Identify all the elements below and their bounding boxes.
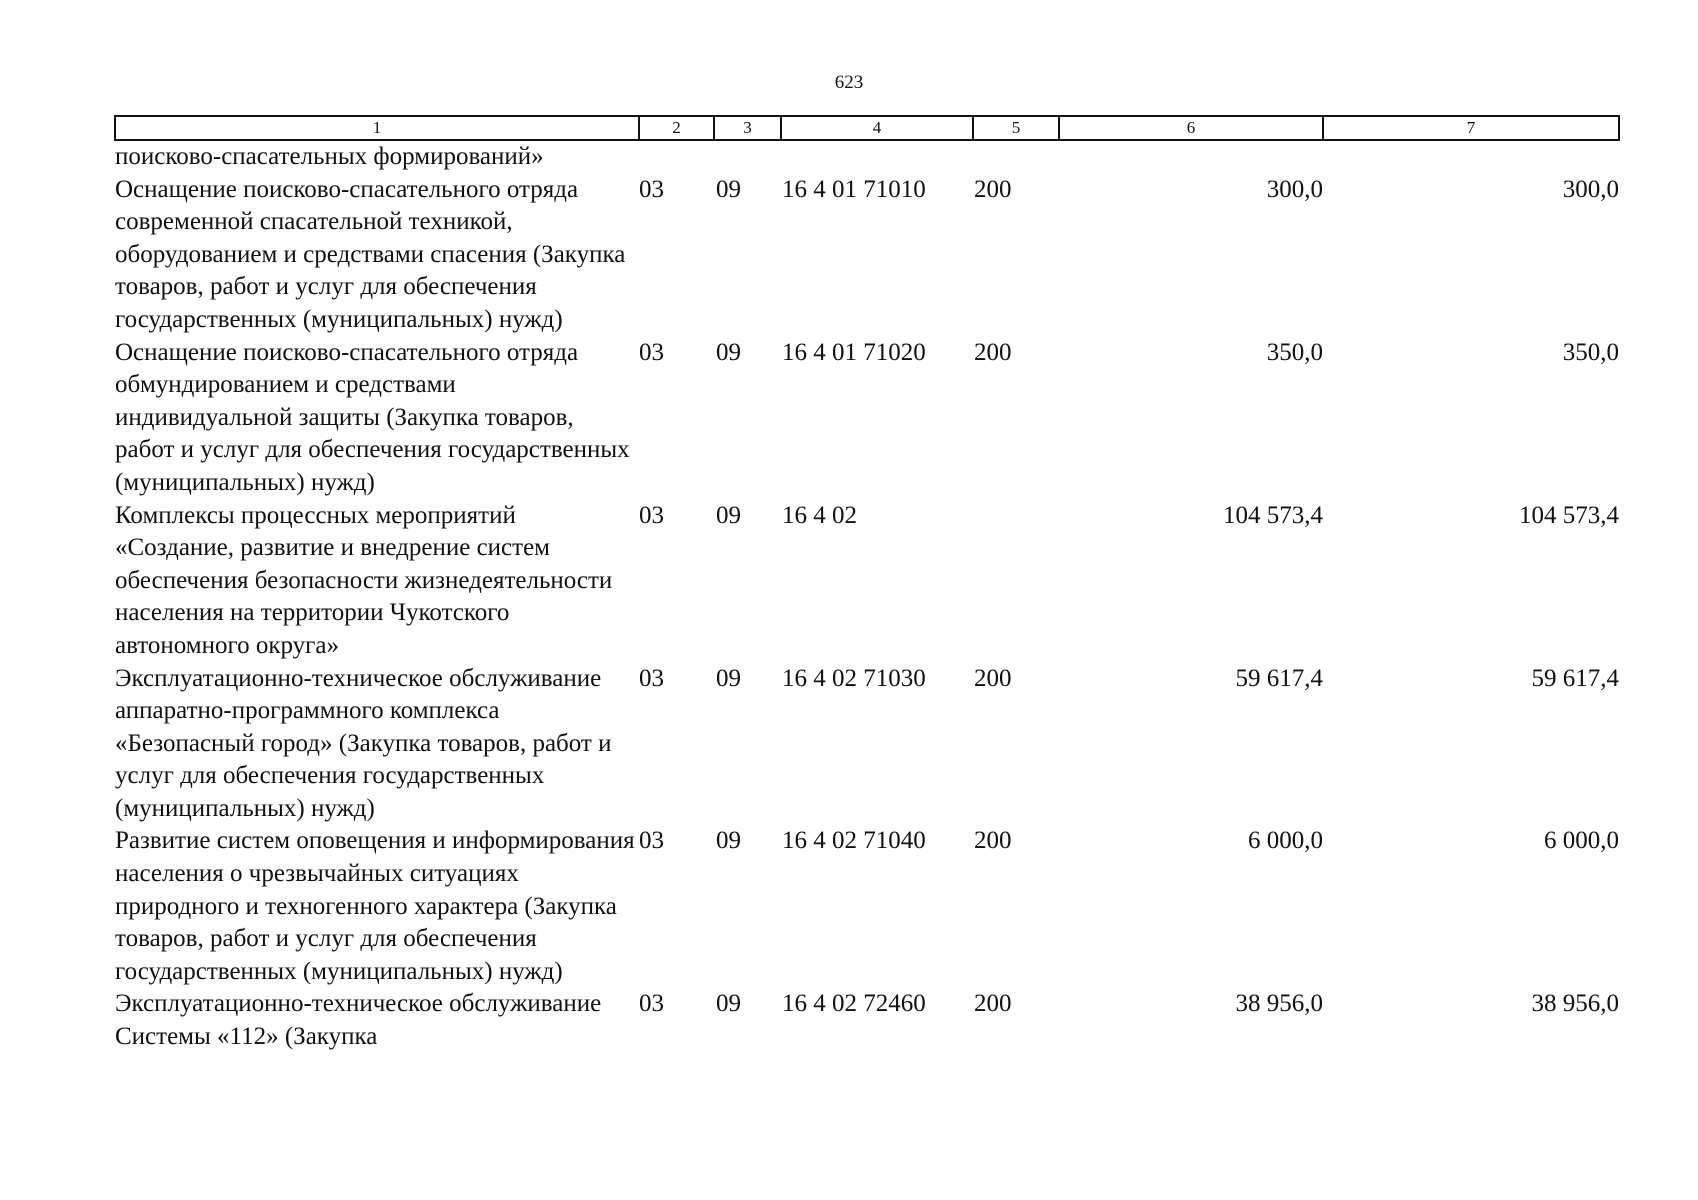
column-header-1: 1 [115,116,639,140]
row-subsection: 09 [716,827,741,855]
row-section: 03 [639,501,664,529]
row-sum-1 [1059,140,1323,174]
table-body [115,140,1619,1054]
table-row [115,337,1619,500]
row-section [639,140,714,174]
budget-table [114,115,1620,1054]
row-subsection: 09 [716,175,741,203]
row-target-article: 16 4 02 71040 [782,827,926,855]
column-header-4: 4 [781,116,973,140]
row-sum-2: 59 617,4 [1531,664,1619,692]
row-section: 03 [639,664,664,692]
row-expense-type: 200 [974,175,1012,203]
column-header-2: 2 [639,116,714,140]
row-target-article [781,140,973,174]
row-sum-1: 300,0 [1266,175,1323,203]
row-name: Эксплуатационно-техническое обслуживание аппаратно-программного комплекса «Безопасный город» (Закупка товаров, работ и услуг для обеспечения государственных (муниципальных) нужд) [115,664,612,822]
table-row [115,825,1619,988]
row-sum-2: 6 000,0 [1544,827,1619,855]
column-header-7: 7 [1323,116,1619,140]
row-sum-2: 38 956,0 [1531,990,1619,1018]
table-row [115,140,1619,174]
row-sum-1: 6 000,0 [1248,827,1323,855]
row-subsection: 09 [716,501,741,529]
row-section: 03 [639,338,664,366]
header-row [115,116,1619,140]
row-expense-type: 200 [974,827,1012,855]
row-target-article: 16 4 01 71020 [782,338,926,366]
row-section: 03 [639,175,664,203]
row-target-article: 16 4 02 72460 [782,990,926,1018]
row-name: Комплексы процессных мероприятий «Создание, развитие и внедрение систем обеспечения безопасности жизнедеятельности населения на территории Чукотского автономного округа» [115,501,613,659]
row-target-article: 16 4 02 71030 [782,664,926,692]
table-header [115,116,1619,140]
row-expense-type: 200 [974,338,1012,366]
row-sum-2: 300,0 [1562,175,1619,203]
row-expense-type [973,140,1059,174]
row-sum-1: 38 956,0 [1235,990,1323,1018]
row-expense-type: 200 [974,990,1012,1018]
row-sum-1: 350,0 [1266,338,1323,366]
row-expense-type: 200 [974,664,1012,692]
column-header-3: 3 [714,116,781,140]
row-target-article: 16 4 02 [782,501,857,529]
table-row [115,174,1619,337]
row-target-article: 16 4 01 71010 [782,175,926,203]
row-name: Оснащение поисково-спасательного отряда современной спасательной техникой, оборудованием и средствами спасения (Закупка товаров, работ и услуг для обеспечения государственных (муниципальных) нужд) [115,175,626,333]
column-header-6: 6 [1059,116,1323,140]
row-subsection [714,140,781,174]
row-name: поисково-спасательных формирований» [115,143,544,170]
column-header-5: 5 [973,116,1059,140]
row-subsection: 09 [716,338,741,366]
row-expense-type [973,500,1059,663]
row-name: Эксплуатационно-техническое обслуживание Системы «112» (Закупка [115,990,602,1051]
row-section: 03 [639,990,664,1018]
row-sum-1: 59 617,4 [1235,664,1323,692]
row-sum-2 [1323,140,1619,174]
table-row [115,988,1619,1053]
row-name: Оснащение поисково-спасательного отряда обмундированием и средствами индивидуальной защиты (Закупка товаров, работ и услуг для обеспечения государственных (муниципальных) нужд) [115,338,630,496]
page-number: 623 [834,72,864,93]
row-sum-2: 104 573,4 [1519,501,1619,529]
row-name: Развитие систем оповещения и информирования населения о чрезвычайных ситуациях природного и техногенного характера (Закупка товаров, работ и услуг для обеспечения государственных (муниципальных) нужд) [115,827,635,985]
row-subsection: 09 [716,664,741,692]
row-section: 03 [639,827,664,855]
table-row [115,663,1619,826]
row-sum-2: 350,0 [1562,338,1619,366]
row-sum-1: 104 573,4 [1223,501,1323,529]
row-subsection: 09 [716,990,741,1018]
table-row [115,500,1619,663]
